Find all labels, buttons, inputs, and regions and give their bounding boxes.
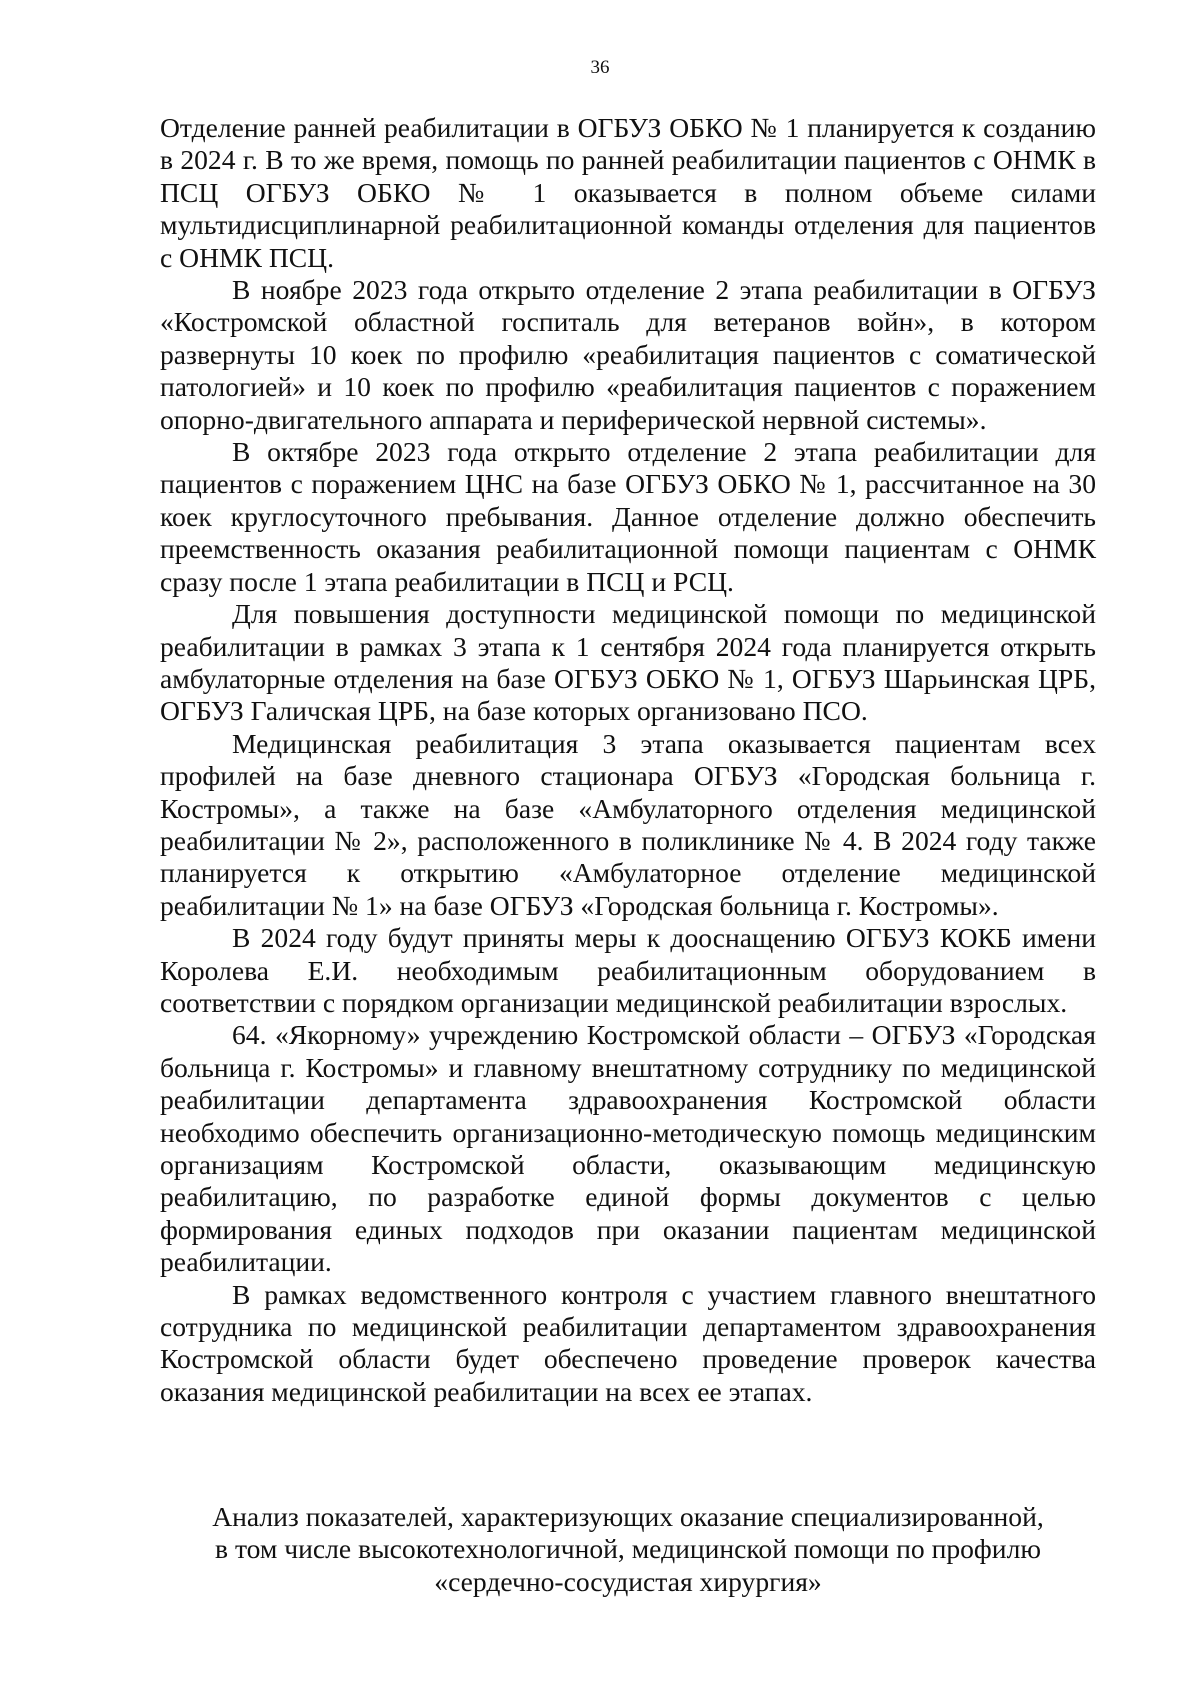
paragraph: В октябре 2023 года открыто отделение 2 этапа реабилитации для пациентов с поражением ЦНС на базе ОГБУЗ ОБКО № 1, рассчитанное на 30 коек круглосуточного пребывания. Данное отделение должно обеспечить преемственность оказания реабилитационной помощи пациентам с ОНМК сразу после 1 этапа реабилитации в ПСЦ и РСЦ.: [160, 436, 1096, 597]
paragraph: В рамках ведомственного контроля с участием главного внештатного сотрудника по медицинской реабилитации департаментом здравоохранения Костромской области будет обеспечено проведение проверок качества оказания медицинской реабилитации на всех ее этапах.: [160, 1278, 1096, 1407]
section-heading: [160, 1501, 1096, 1598]
paragraph: Для повышения доступности медицинской помощи по медицинской реабилитации в рамках 3 этапа к 1 сентября 2024 года планируется открыть амбулаторные отделения на базе ОГБУЗ ОБКО № 1, ОГБУЗ Шарьинская ЦРБ, ОГБУЗ Галичская ЦРБ, на базе которых организовано ПСО.: [160, 598, 1096, 727]
paragraph: Медицинская реабилитация 3 этапа оказывается пациентам всех профилей на базе дневного стационара ОГБУЗ «Городская больница г. Костромы», а также на базе «Амбулаторного отделения медицинской реабилитации № 2», расположенного в поликлинике № 4. В 2024 году также планируется к открытию «Амбулаторное отделение медицинской реабилитации № 1» на базе ОГБУЗ «Городская больница г. Костромы».: [160, 727, 1096, 921]
paragraph: В ноябре 2023 года открыто отделение 2 этапа реабилитации в ОГБУЗ «Костромской областной госпиталь для ветеранов войн», в котором развернуты 10 коек по профилю «реабилитация пациентов с соматической патологией» и 10 коек по профилю «реабилитация пациентов с поражением опорно-двигательного аппарата и периферической нервной системы».: [160, 274, 1096, 435]
page-number: 36: [590, 57, 610, 78]
section-heading-line: в том числе высокотехнологичной, медицинской помощи по профилю: [215, 1533, 1041, 1565]
section-heading-line: «сердечно-сосудистая хирургия»: [434, 1565, 822, 1597]
paragraph: Отделение ранней реабилитации в ОГБУЗ ОБКО № 1 планируется к созданию в 2024 г. В то же время, помощь по ранней реабилитации пациентов с ОНМК в ПСЦ ОГБУЗ ОБКО № 1 оказывается в полном объеме силами мультидисциплинарной реабилитационной команды отделения для пациентов с ОНМК ПСЦ.: [160, 112, 1096, 273]
document-body: [160, 112, 1096, 1408]
paragraph-numbered-64: 64. «Якорному» учреждению Костромской области – ОГБУЗ «Городская больница г. Костромы» и главному внештатному сотруднику по медицинской реабилитации департамента здравоохранения Костромской области необходимо обеспечить организационно-методическую помощь медицинским организациям Костромской области, оказывающим медицинскую реабилитацию, по разработке единой формы документов с целью формирования единых подходов при оказании пациентам медицинской реабилитации.: [160, 1019, 1096, 1278]
paragraph: В 2024 году будут приняты меры к дооснащению ОГБУЗ КОКБ имени Королева Е.И. необходимым реабилитационным оборудованием в соответствии с порядком организации медицинской реабилитации взрослых.: [160, 922, 1096, 1018]
section-heading-line: Анализ показателей, характеризующих оказание специализированной,: [212, 1501, 1044, 1532]
